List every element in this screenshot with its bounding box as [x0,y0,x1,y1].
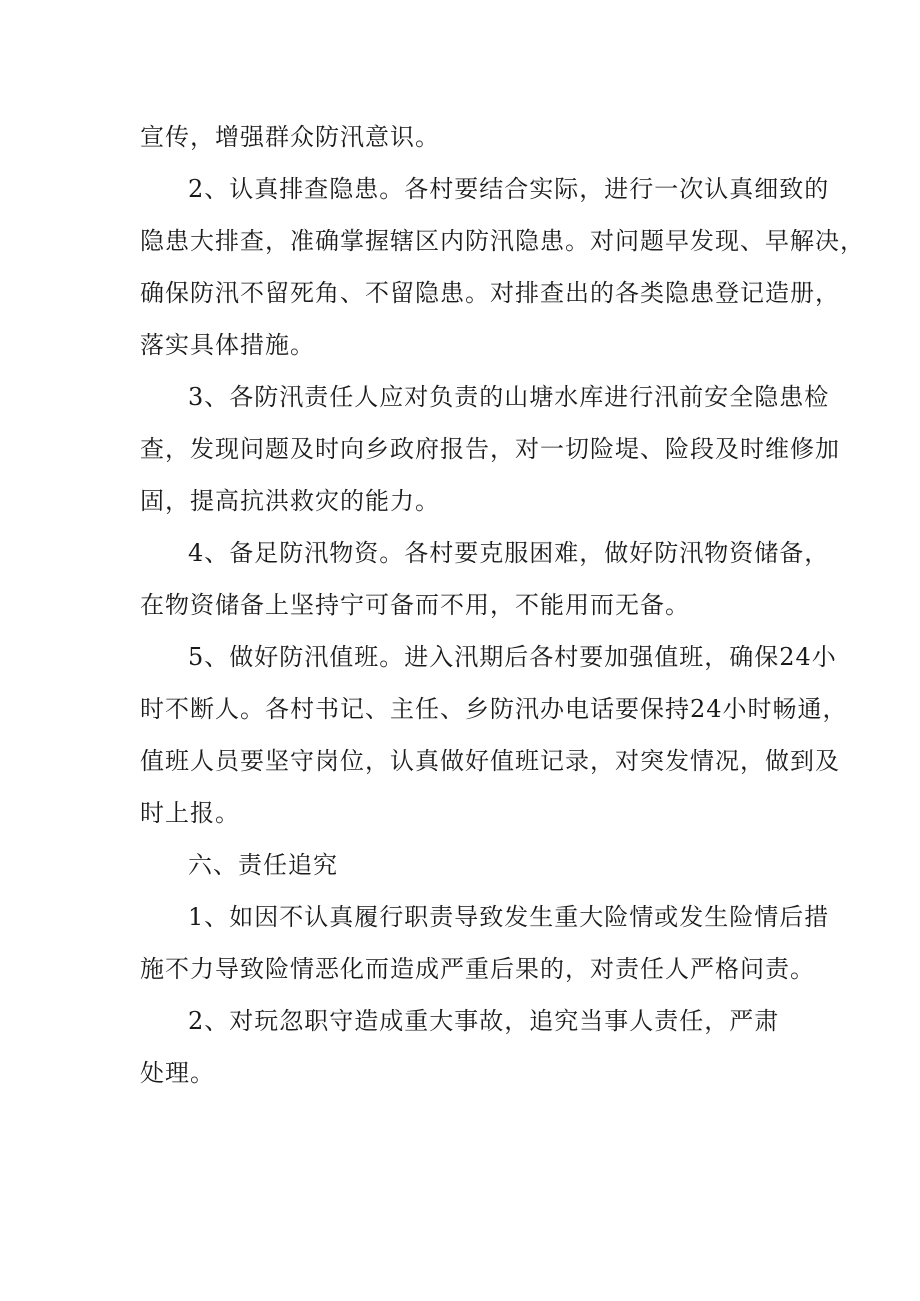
text-line: 4、备足防汛物资。各村要克服困难，做好防汛物资储备， [188,539,830,567]
text-line: 5、做好防汛值班。进入汛期后各村要加强值班，确保24小 [188,643,837,671]
section-heading: 六、责任追究 [188,851,338,879]
text-line: 1、如因不认真履行职责导致发生重大险情或发生险情后措 [188,903,830,931]
text-line: 确保防汛不留死角、不留隐患。对排查出的各类隐患登记造册， [140,279,840,307]
text-line: 2、认真排查隐患。各村要结合实际，进行一次认真细致的 [188,175,830,203]
text-line: 隐患大排查，准确掌握辖区内防汛隐患。对问题早发现、早解决， [140,227,865,255]
text-line: 3、各防汛责任人应对负责的山塘水库进行汛前安全隐患检 [188,383,830,411]
text-line: 查，发现问题及时向乡政府报告，对一切险堤、险段及时维修加 [140,435,840,463]
text-line: 处理。 [140,1059,215,1087]
text-line: 时不断人。各村书记、主任、乡防汛办电话要保持24小时畅通， [140,695,848,723]
text-line: 2、对玩忽职守造成重大事故，追究当事人责任，严肃 [188,1007,780,1035]
text-line: 固，提高抗洪救灾的能力。 [140,487,440,515]
text-line: 落实具体措施。 [140,331,315,359]
text-line: 值班人员要坚守岗位，认真做好值班记录，对突发情况，做到及 [140,747,840,775]
text-line: 时上报。 [140,799,240,827]
text-line: 在物资储备上坚持宁可备而不用，不能用而无备。 [140,591,690,619]
text-line: 施不力导致险情恶化而造成严重后果的，对责任人严格问责。 [140,955,815,983]
text-line: 宣传，增强群众防汛意识。 [140,123,440,151]
